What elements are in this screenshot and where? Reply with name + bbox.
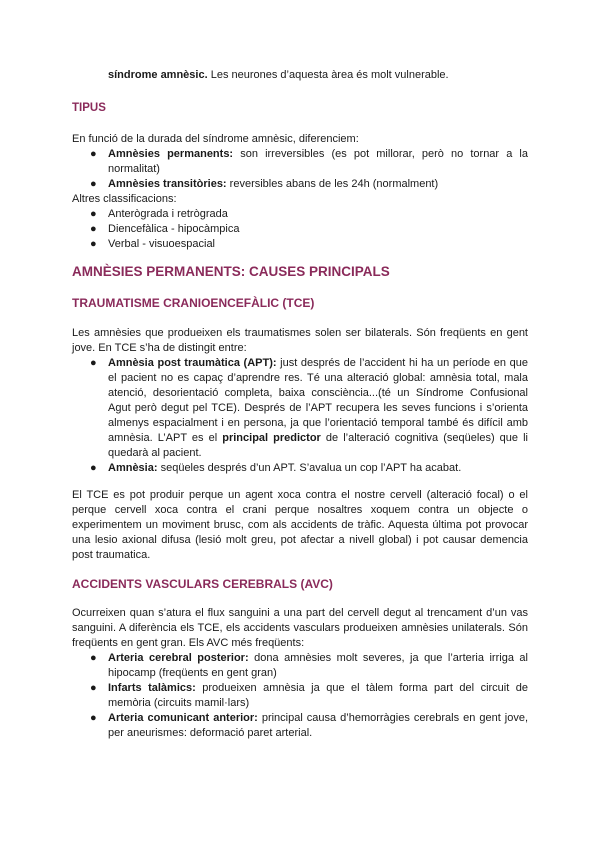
intro-line	[108, 68, 528, 83]
bullet-icon: ●	[90, 462, 97, 474]
item-bold: Infarts talàmics:	[108, 682, 196, 694]
altres-label: Altres classificacions:	[72, 193, 177, 205]
list-item	[72, 177, 528, 192]
item-text: de l’alteració cognitiva (seqüeles) que li quedarà al pacient.	[108, 432, 528, 459]
bullet-icon: ●	[90, 208, 97, 220]
item-text: Anterògrada i retrògrada	[108, 208, 228, 220]
list-item	[72, 651, 528, 681]
bullet-icon: ●	[90, 148, 97, 160]
item-bold: Amnèsies permanents:	[108, 148, 234, 160]
bullet-icon: ●	[90, 238, 97, 250]
item-bold: Arteria cerebral posterior:	[108, 652, 249, 664]
bullet-icon: ●	[90, 357, 97, 369]
item-text: reversibles abans de les 24h (normalment)	[226, 178, 439, 190]
item-text: produeixen amnèsia ja que el tàlem forma part del circuit de memòria (circuits mamil·lars)	[108, 682, 528, 709]
tce-heading: TRAUMATISME CRANIOENCEFÀLIC (TCE)	[72, 296, 315, 310]
intro-bold: síndrome amnèsic.	[108, 69, 208, 81]
list-item	[72, 147, 528, 177]
item-text: dona amnèsies molt severes, ja que l’arteria irriga al hipocamp (freqüents en gent gran)	[108, 652, 528, 679]
item-bold: Amnèsia:	[108, 462, 158, 474]
list-item	[72, 222, 528, 237]
item-text: Diencefàlica - hipocàmpica	[108, 223, 240, 235]
bullet-icon: ●	[90, 712, 97, 724]
bullet-icon: ●	[90, 652, 97, 664]
avc-list	[72, 651, 528, 741]
tipus-intro: En funció de la durada del síndrome amnèsic, diferenciem:	[72, 133, 359, 145]
tipus-heading: TIPUS	[72, 102, 106, 114]
causes-heading: AMNÈSIES PERMANENTS: CAUSES PRINCIPALS	[72, 264, 390, 279]
tce-paragraph: El TCE es pot produir perque un agent xoca contra el nostre cervell (alteració focal) o el perque cervell xoca contra el crani perque nosaltres xoquem contra un objecte o experimentem un moviment brusc, com als accidents de tràfic. Aquesta última pot provocar una lesio axional difusa (lesió molt greu, pot afectar a nivell global) i pot causar demencia post traumatica.	[72, 489, 528, 561]
tce-list	[72, 356, 528, 476]
item-bold: principal predictor	[222, 432, 321, 444]
bullet-icon: ●	[90, 223, 97, 235]
tipus-list	[72, 147, 528, 192]
item-text: seqüeles després d’un APT. S’avalua un cop l’APT ha acabat.	[157, 462, 462, 474]
item-text: Verbal - visuoespacial	[108, 238, 216, 250]
avc-intro: Ocurreixen quan s’atura el flux sanguini a una part del cervell degut al trencament d’un vas sanguini. A diferència els TCE, els accidents vasculars produeixen amnèsies unilaterals. Són freqüents en gent gran. Els AVC més freqüents:	[72, 607, 528, 649]
item-text: principal causa d’hemorràgies cerebrals en gent jove, per aneurismes: deformació paret arterial.	[108, 712, 528, 739]
list-item	[72, 681, 528, 711]
tce-intro: Les amnèsies que produeixen els traumatismes solen ser bilaterals. Són freqüents en gent jove. En TCE s’ha de distingit entre:	[72, 327, 528, 354]
list-item	[72, 461, 528, 476]
list-item	[72, 711, 528, 741]
item-bold: Amnèsies transitòries:	[108, 178, 227, 190]
bullet-icon: ●	[90, 682, 97, 694]
list-item	[72, 356, 528, 461]
intro-rest: Les neurones d’aquesta àrea és molt vulnerable.	[207, 69, 449, 81]
item-text: just després de l’accident hi ha un període en que el pacient no es capaç d’aprendre res. Té una alteració global: amnèsia total, mala atenció, desorientació completa, baixa consciència...(té un Síndrome Confusional Agut però degut pel TCE). Després de l’APT recupera les seves funcions i s’orienta almenys espacialment i en persona, ja que l’orientació temporal també és difícil amb amnèsia. L’APT es el	[108, 357, 528, 444]
avc-heading: ACCIDENTS VASCULARS CEREBRALS (AVC)	[72, 577, 333, 591]
list-item	[72, 237, 528, 252]
bullet-icon: ●	[90, 178, 97, 190]
altres-list	[72, 207, 528, 252]
item-text: son irreversibles (es pot millorar, però no tornar a la normalitat)	[108, 148, 528, 175]
item-bold: Arteria comunicant anterior:	[108, 712, 258, 724]
list-item	[72, 207, 528, 222]
item-bold: Amnèsia post traumàtica (APT):	[108, 357, 277, 369]
